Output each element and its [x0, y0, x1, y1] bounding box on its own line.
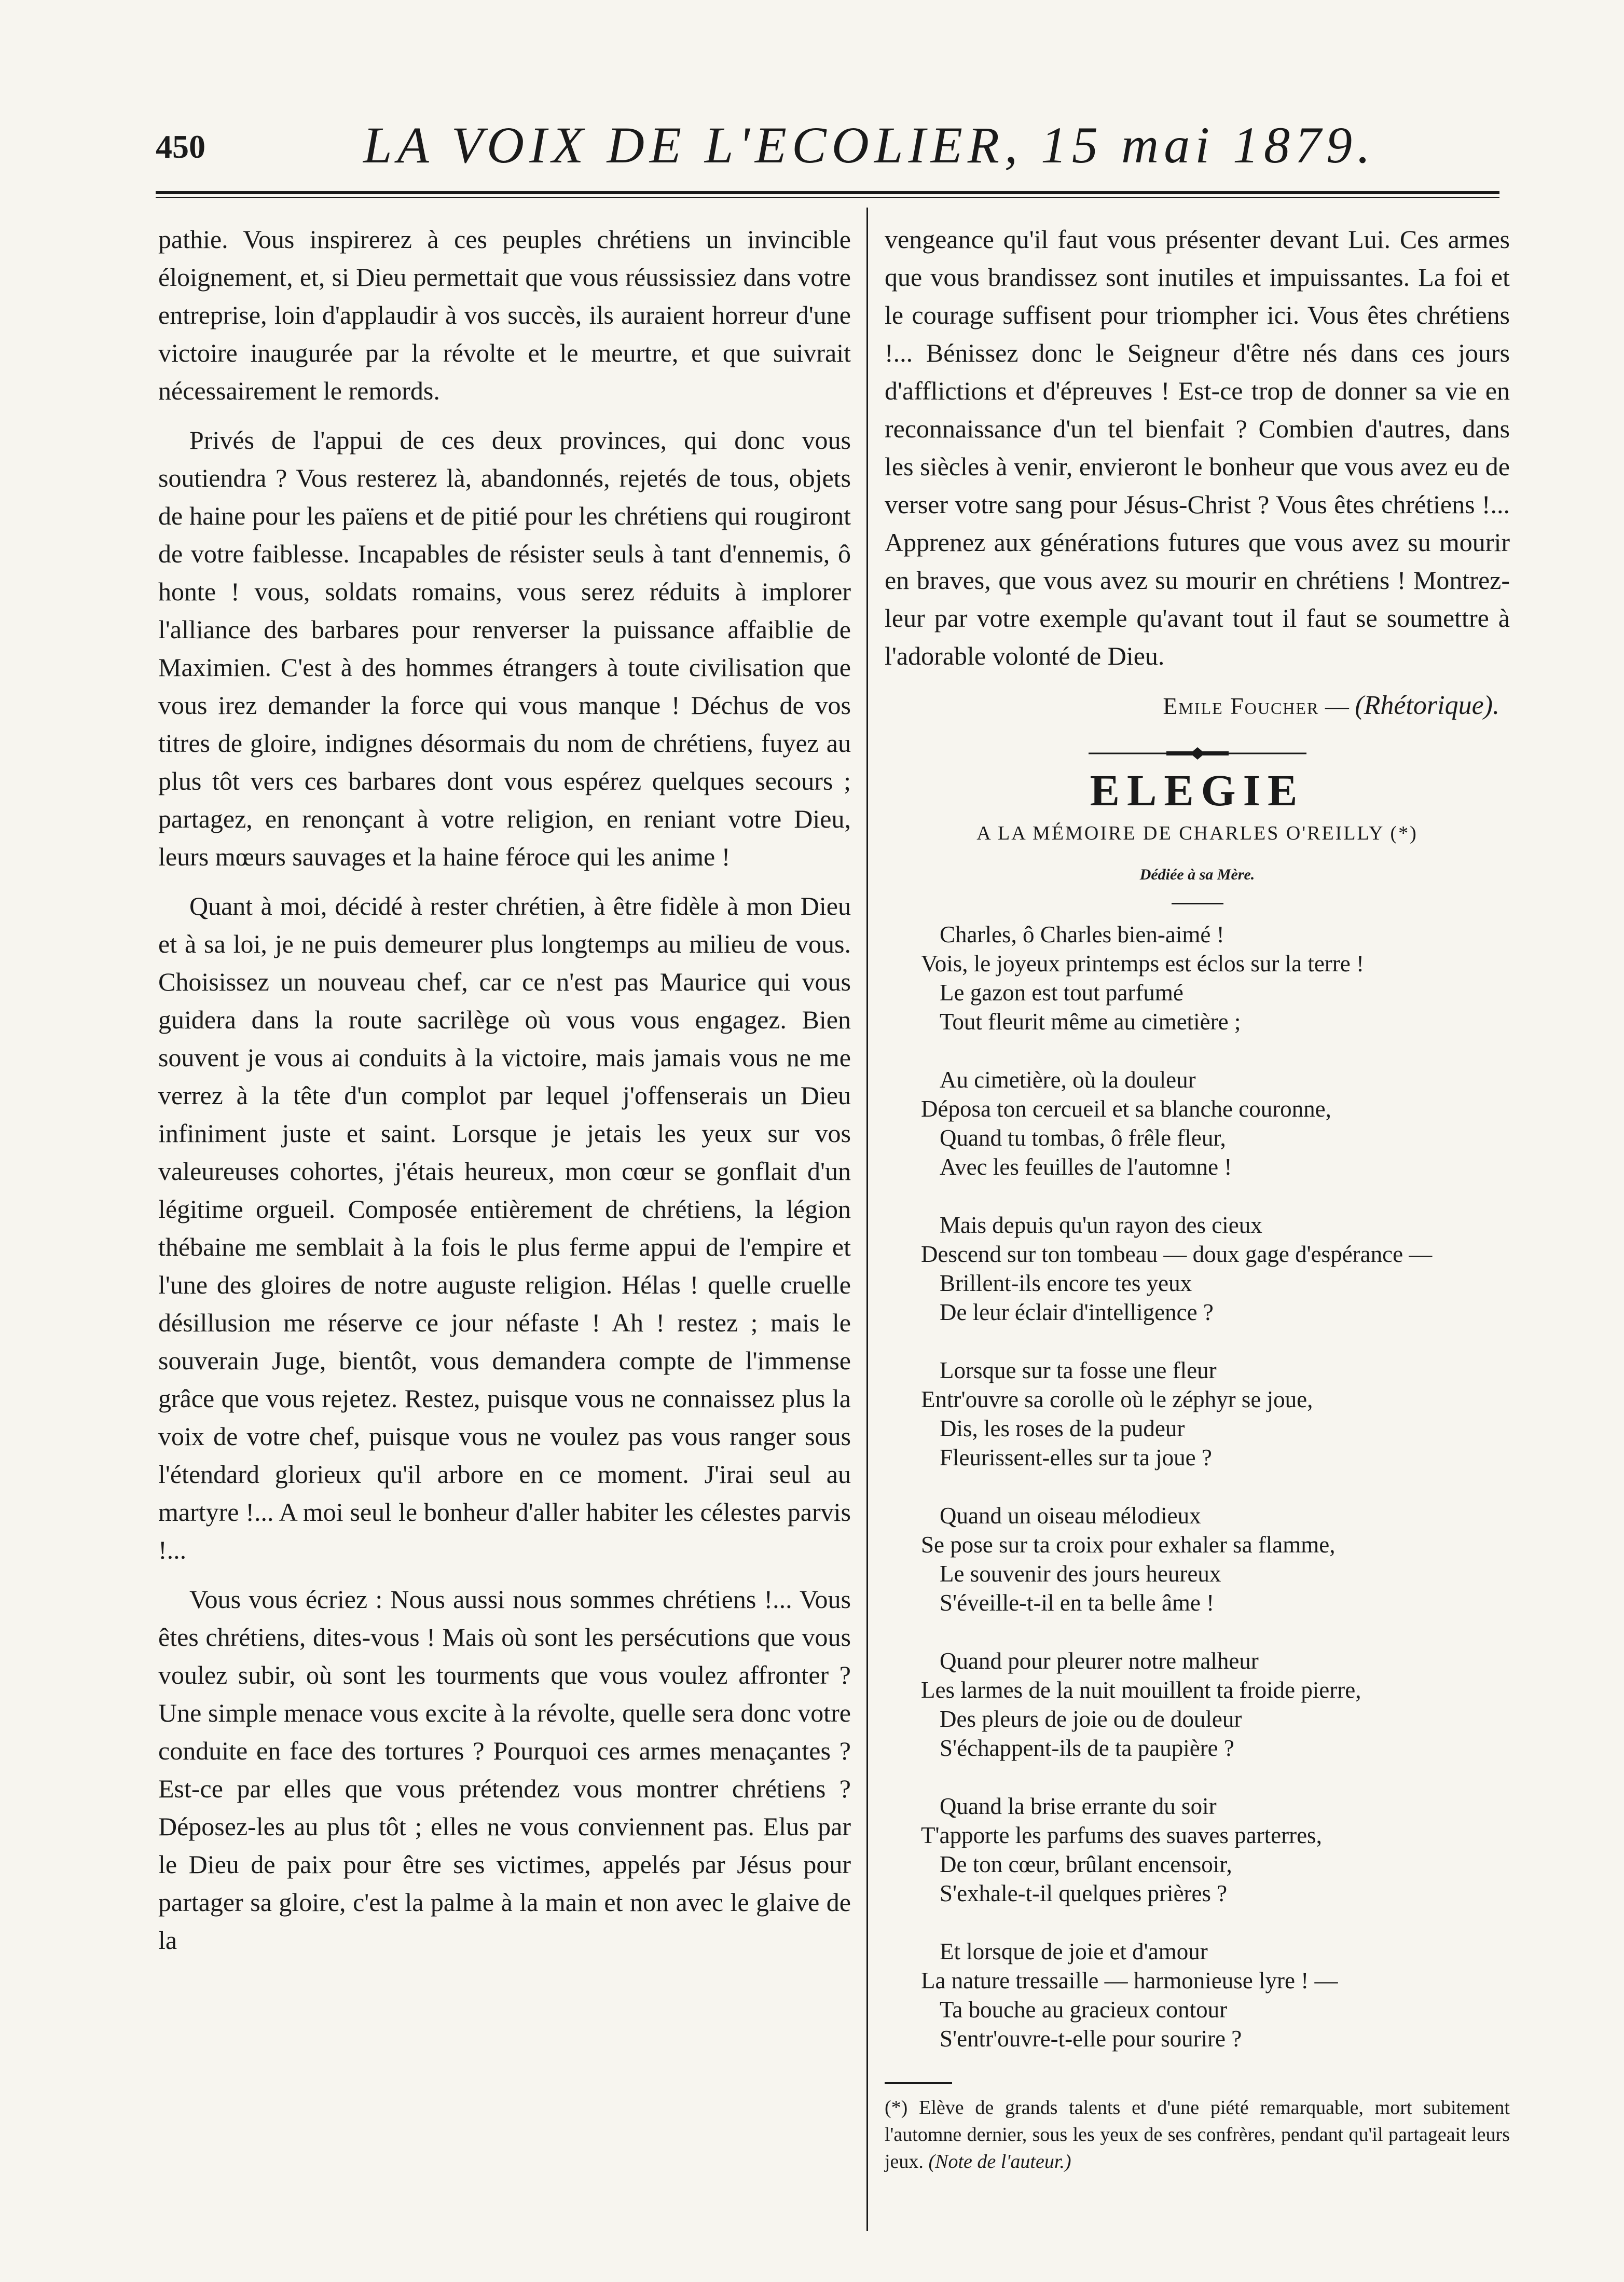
paragraph: Quant à moi, décidé à rester chrétien, à être fidèle à mon Dieu et à sa loi, je ne puis demeurer plus longtemps au milieu de vous. Choisissez un nouveau chef, car ce n'est pas Maurice qui vous guidera dans la route sacrilège où vous vous engagez. Bien souvent je vous ai conduits à la victoire, mais jamais vous ne me verrez à la tête d'un complot par lequel j'offenserais un Dieu infiniment juste et saint. Lorsque je jetais les yeux sur vos valeureuses cohortes, j'étais heureux, mon cœur se gonflait d'un légitime orgueil. Composée entièrement de chrétiens, la légion thébaine me semblait à la fois le plus ferme appui de l'empire et l'une des gloires de notre auguste religion. Hélas ! quelle cruelle désillusion me réserve ce jour néfaste ! Ah ! restez ; mais le souverain Juge, bientôt, vous demandera compte de l'immense grâce que vous rejetez. Restez, puisque vous ne connaissez plus la voix de votre chef, puisque vous ne voulez pas vous ranger sous l'étendard glorieux qu'il arbore en ce moment. J'irai seul au martyre !... A moi seul le bonheur d'aller habiter les célestes parvis !...	[158, 891, 851, 1564]
short-rule	[1172, 903, 1223, 904]
poem-line: Le gazon est tout parfumé	[940, 980, 1183, 1006]
paragraph: Vous vous écriez : Nous aussi nous sommes chrétiens !... Vous êtes chrétiens, dites-vous ! Mais où sont les persécutions que vous voulez subir, où sont les tourments que vous voulez affronter ? Une simple menace vous excite à la révolte, quelle sera donc votre conduite en face des tortures ? Pourquoi ces armes menaçantes ? Est-ce par elles que vous prétendez vous montrer chrétiens ? Déposez-les au plus tôt ; elles ne vous conviennent pas. Elus par le Dieu de paix pour être ses victimes, appelés par Jésus pour partager sa gloire, c'est la palme à la main et non avec le glaive de la	[158, 1585, 851, 1955]
poem-line: S'exhale-t-il quelques prières ?	[940, 1880, 1228, 1906]
poem-line: Dis, les roses de la pudeur	[940, 1415, 1185, 1441]
poem-line: T'apporte les parfums des suaves parterres,	[921, 1822, 1322, 1848]
footnote-rule	[885, 2082, 952, 2084]
ornament-divider	[1089, 746, 1306, 761]
footnote-attribution: (Note de l'auteur.)	[928, 2151, 1071, 2173]
poem-body	[885, 920, 1510, 2053]
poem-line: Fleurissent-elles sur ta joue ?	[940, 1445, 1212, 1470]
poem-line: De leur éclair d'intelligence ?	[940, 1299, 1214, 1325]
poem-stanza	[885, 1792, 1510, 1908]
poem-line: Ta bouche au gracieux contour	[940, 1997, 1228, 2023]
left-column	[158, 221, 851, 1971]
poem-line: Quand tu tombas, ô frêle fleur,	[940, 1125, 1226, 1151]
poem-line: Mais depuis qu'un rayon des cieux	[940, 1212, 1262, 1238]
author-name: Emile Foucher	[1163, 693, 1319, 719]
poem-subtitle: A LA MÉMOIRE DE CHARLES O'REILLY (*)	[976, 822, 1418, 844]
poem-stanza	[885, 920, 1510, 1036]
author-signature	[885, 686, 1499, 725]
poem-stanza	[885, 1211, 1510, 1327]
poem-line: Au cimetière, où la douleur	[940, 1067, 1196, 1093]
page-number: 450	[156, 128, 205, 165]
poem-line: S'entr'ouvre-t-elle pour sourire ?	[940, 2026, 1242, 2052]
header-rule-thin	[156, 197, 1499, 198]
poem-line: Quand pour pleurer notre malheur	[940, 1648, 1259, 1674]
poem-line: La nature tressaille — harmonieuse lyre ! —	[921, 1968, 1338, 1994]
poem-line: Vois, le joyeux printemps est éclos sur la terre !	[921, 951, 1364, 977]
poem-line: Et lorsque de joie et d'amour	[940, 1939, 1208, 1964]
poem-line: Brillent-ils encore tes yeux	[940, 1270, 1192, 1296]
paragraph: Privés de l'appui de ces deux provinces, qui donc vous soutiendra ? Vous resterez là, abandonnés, rejetés de tous, objets de haine pour les païens et de pitié pour les chrétiens qui rougiront de votre faiblesse. Incapables de résister seuls à tant d'ennemis, ô honte ! vous, soldats romains, vous serez réduits à implorer l'alliance des barbares pour renverser la puissance affaiblie de Maximien. C'est à des hommes étrangers à toute civilisation que vous irez demander la force qui vous manque ! Déchus de vos titres de gloire, indignes désormais du nom de chrétiens, fuyez au plus tôt vers ces barbares dont vous espérez quelques secours ; partagez, en renonçant à votre religion, en reniant votre Dieu, leurs mœurs sauvages et la haine féroce qui les anime !	[158, 425, 851, 871]
poem-dedication: Dédiée à sa Mère.	[1139, 866, 1255, 883]
poem-line: Quand un oiseau mélodieux	[940, 1503, 1201, 1529]
poem-line: Les larmes de la nuit mouillent ta froide pierre,	[921, 1677, 1361, 1703]
poem-line: Déposa ton cercueil et sa blanche couronne,	[921, 1096, 1331, 1122]
poem-line: Charles, ô Charles bien-aimé !	[940, 922, 1224, 947]
poem-line: Descend sur ton tombeau — doux gage d'espérance —	[921, 1241, 1433, 1267]
poem-line: Quand la brise errante du soir	[940, 1793, 1217, 1819]
paragraph: vengeance qu'il faut vous présenter devant Lui. Ces armes que vous brandissez sont inutiles et impuissantes. La foi et le courage suffisent pour triompher ici. Vous êtes chrétiens !... Bénissez donc le Seigneur d'être nés dans ces jours d'afflictions et d'épreuves ! Est-ce trop de donner sa vie en reconnaissance d'un tel bienfait ? Combien d'autres, dans les siècles à venir, envieront le bonheur que vous avez eu de verser votre sang pour Jésus-Christ ? Vous êtes chrétiens !... Apprenez aux générations futures que vous avez su mourir en braves, que vous avez su mourir en chrétiens ! Montrez-leur par votre exemple qu'avant tout il faut se soumettre à l'adorable volonté de Dieu.	[885, 225, 1510, 670]
poem-stanza	[885, 1356, 1510, 1472]
right-column	[885, 221, 1510, 2175]
page-header	[156, 115, 1499, 188]
poem-stanza	[885, 1501, 1510, 1617]
poem-line: De ton cœur, brûlant encensoir,	[940, 1851, 1232, 1877]
footnote-text: (*) Elève de grands talents et d'une piété remarquable, mort subitement l'automne dernier, sous les yeux de ses confrères, pendant qu'il partageait leurs jeux.	[885, 2097, 1510, 2173]
author-class: (Rhétorique).	[1355, 691, 1499, 720]
poem-line: Tout fleurit même au cimetière ;	[940, 1009, 1241, 1035]
poem-stanza	[885, 1065, 1510, 1181]
poem-stanza	[885, 1646, 1510, 1763]
poem-line: Des pleurs de joie ou de douleur	[940, 1706, 1242, 1732]
masthead-title: LA VOIX DE L'ECOLIER, 15 mai 1879.	[363, 116, 1375, 174]
poem-line: Lorsque sur ta fosse une fleur	[940, 1357, 1217, 1383]
footnote	[885, 2094, 1510, 2175]
poem-stanza	[885, 1937, 1510, 2053]
column-divider	[866, 208, 868, 2231]
signature-dash: —	[1325, 693, 1349, 719]
poem-line: Le souvenir des jours heureux	[940, 1561, 1221, 1587]
header-rule	[156, 191, 1499, 194]
poem-line: Avec les feuilles de l'automne !	[940, 1154, 1232, 1180]
poem-line: S'éveille-t-il en ta belle âme !	[940, 1590, 1215, 1616]
poem-line: Entr'ouvre sa corolle où le zéphyr se joue,	[921, 1386, 1313, 1412]
poem-title: ELEGIE	[1090, 765, 1305, 815]
paragraph: pathie. Vous inspirerez à ces peuples chrétiens un invincible éloignement, et, si Dieu permettait que vous réussissiez dans votre entreprise, loin d'applaudir à vos succès, ils auraient horreur d'une victoire inaugurée par la révolte et le meurtre, et que suivrait nécessairement le remords.	[158, 225, 851, 405]
poem-line: S'échappent-ils de ta paupière ?	[940, 1735, 1234, 1761]
poem-line: Se pose sur ta croix pour exhaler sa flamme,	[921, 1532, 1336, 1558]
